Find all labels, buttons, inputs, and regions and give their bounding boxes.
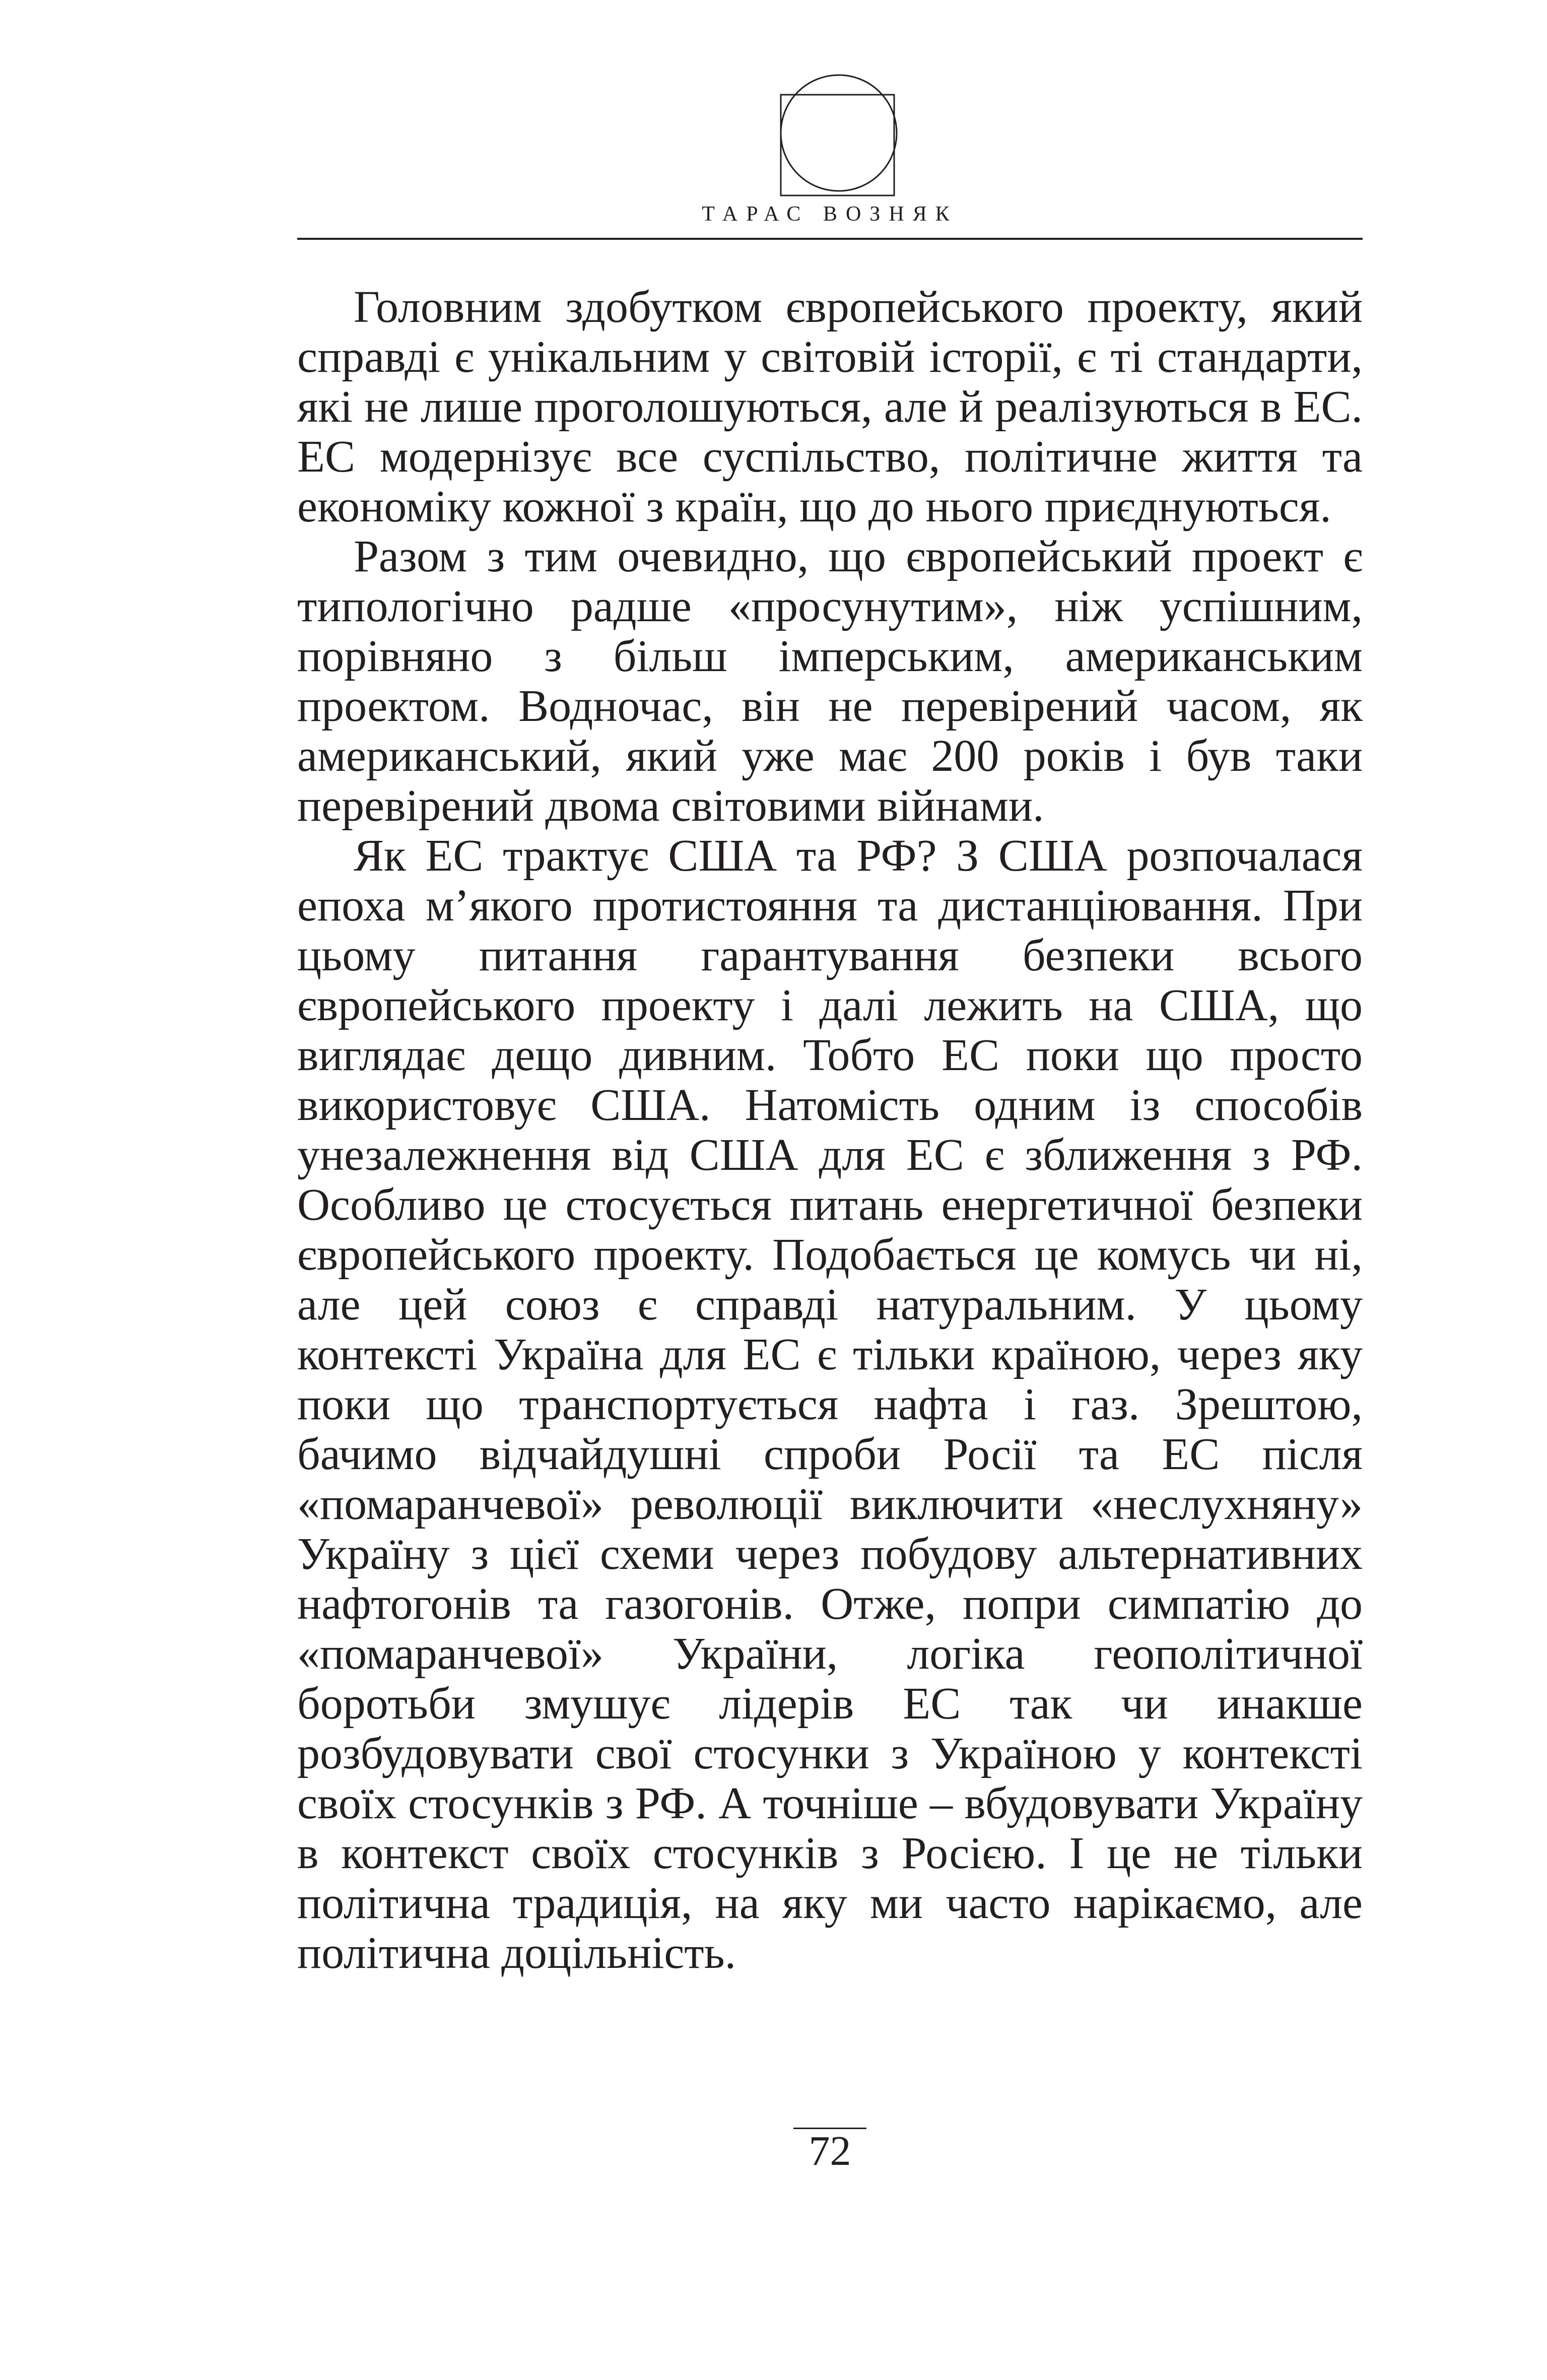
paragraph-2: Разом з тим очевидно, що європейський проект є типологічно радше «просунутим», ніж успішним, порівняно з більш імперським, американським проектом. Водночас, він не перевірений часом, як американський, який уже має 200 років і був таки перевірений двома світовими війнами.: [297, 532, 1363, 831]
paragraph-1: Головним здобутком європейського проекту, який справді є унікальним у світовій історії, є ті стандарти, які не лише проголошуються, але й реалізуються в ЕС. ЕС модернізує все суспільство, політичне життя та економіку кожної з країн, що до нього приєднуються.: [297, 282, 1363, 532]
page-number: 72: [809, 2128, 851, 2174]
circle-square-emblem-icon: [771, 73, 907, 199]
running-head-author: ТАРАС ВОЗНЯК: [702, 203, 958, 226]
body-text: [297, 282, 1363, 1978]
paragraph-3: Як ЕС трактує США та РФ? З США розпочалася епоха м’якого протистояння та дистанціювання. При цьому питання гарантування безпеки всього європейського проекту і далі лежить на США, що виглядає дещо дивним. Тобто ЕС поки що просто використовує США. Натомість одним із способів унезалежнення від США для ЕС є зближення з РФ. Особливо це стосується питань енергетичної безпеки європейського проекту. Подобається це комусь чи ні, але цей союз є справді натуральним. У цьому контексті Україна для ЕС є тільки країною, через яку поки що транспортується нафта і газ. Зрештою, бачимо відчайдушні спроби Росії та ЕС після «помаранчевої» революції виключити «неслухняну» Україну з цієї схеми через побудову альтернативних нафтогонів та газогонів. Отже, попри симпатію до «помаранчевої» України, логіка геополітичної боротьби змушує лідерів ЕС так чи инакше розбудовувати свої стосунки з Україною у контексті своїх стосунків з РФ. А точніше – вбудовувати Україну в контекст своїх стосунків з Росією. І це не тільки політична традиція, на яку ми часто нарікаємо, але політична доцільність.: [297, 831, 1363, 1978]
header-divider: [297, 238, 1363, 240]
